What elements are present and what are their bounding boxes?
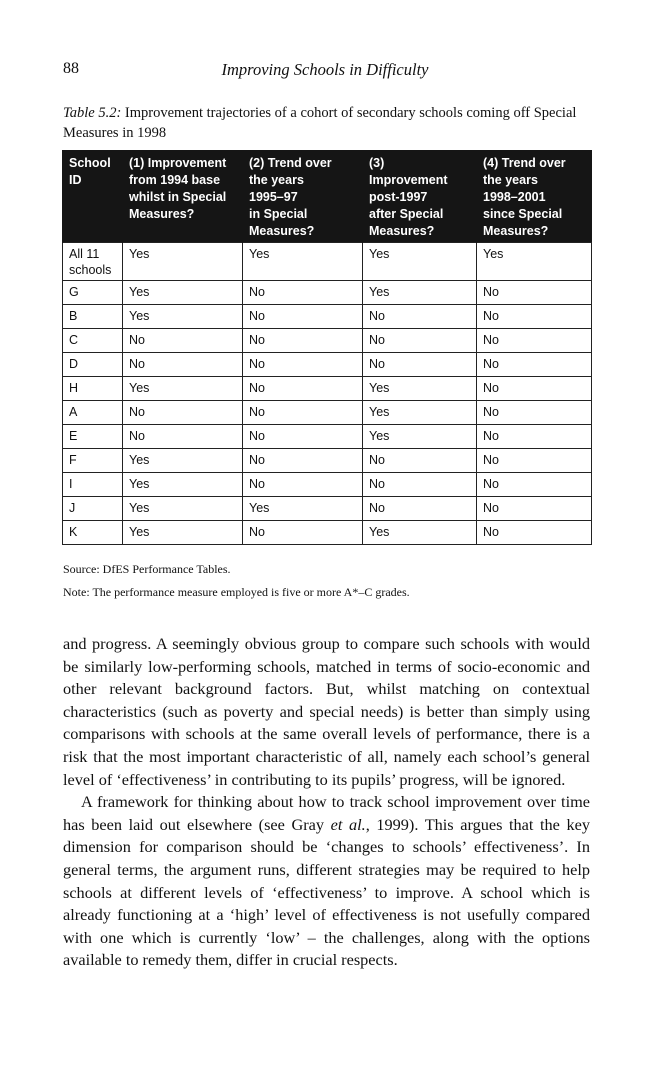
school-id-cell: All 11 schools [63,243,123,281]
school-id-cell: A [63,401,123,425]
table-cell: No [123,401,243,425]
table-cell: No [243,377,363,401]
running-title: Improving Schools in Difficulty [221,60,429,79]
paragraph-text: , 1999). This argues that the key dimension for comparison should be ‘changes to schools’ effectiveness’. In general terms, the argument runs, different strategies may be required to help schools at different levels of ‘effectiveness’ to improve. A school which is already functioning at a ‘high’ level of effectiveness is not usefully compared with one which is currently ‘low’ – the challenges, along with the options available to remedy them, differ in crucial respects. [63,814,590,970]
table-cell: Yes [123,377,243,401]
table-cell: No [243,473,363,497]
table-cell: No [477,473,592,497]
table-caption [63,103,593,143]
column-header-text: (2) Trend over the years 1995–97 in Special Measures? [249,156,332,238]
column-header [63,150,123,243]
school-id-cell: D [63,353,123,377]
table-cell: No [363,497,477,521]
column-header [123,150,243,243]
table-cell: No [243,353,363,377]
paragraph-text: A framework for thinking about how to track school improvement over time has been laid out elsewhere (see Gray [63,792,590,834]
table-cell: Yes [363,243,477,281]
body-text [63,633,590,972]
body-paragraph: and progress. A seemingly obvious group to compare such schools with would be similarly low-performing schools, matched in terms of socio-economic and other relevant background factors. But, whilst matching on contextual characteristics (such as poverty and special needs) is better than simply using comparisons with schools at the same overall levels of performance, there is a risk that the most important characteristic of all, namely each school’s general level of ‘effectiveness’ in contributing to its pupils’ progress, will be ignored. [63,634,590,789]
table-note: Note: The performance measure employed is five or more A*–C grades. [63,585,410,599]
table-cell: No [363,329,477,353]
school-id-cell: B [63,305,123,329]
table-cell: No [477,497,592,521]
school-id-cell: I [63,473,123,497]
column-header-text: School ID [69,156,111,187]
table-cell: No [243,305,363,329]
table-cell: Yes [363,425,477,449]
table-source: Source: DfES Performance Tables. [63,562,231,576]
table-cell: Yes [123,521,243,545]
table-cell: No [123,329,243,353]
table-row [63,401,592,425]
table-caption-text: Improvement trajectories of a cohort of secondary schools coming off Special Measures in 1998 [63,105,577,141]
table-row [63,449,592,473]
table-cell: No [243,449,363,473]
table-cell: Yes [363,401,477,425]
table-row [63,497,592,521]
body-paragraph [63,791,590,972]
table-row [63,281,592,305]
table-cell: Yes [243,243,363,281]
table-cell: Yes [477,243,592,281]
table-cell: No [477,329,592,353]
table-cell: Yes [243,497,363,521]
improvement-table [62,150,592,545]
table-cell: No [477,305,592,329]
school-id-cell: C [63,329,123,353]
page-number: 88 [63,60,79,77]
citation-etal: et al. [330,814,366,834]
school-id-cell: H [63,377,123,401]
table-cell: Yes [123,449,243,473]
school-id-cell: G [63,281,123,305]
table-row [63,329,592,353]
table-cell: No [363,449,477,473]
table-cell: No [363,473,477,497]
table-cell: No [243,425,363,449]
table-body [63,243,592,545]
table-cell: No [477,425,592,449]
table-cell: Yes [363,281,477,305]
table-cell: No [363,305,477,329]
table-row [63,425,592,449]
table-header-row [63,150,592,243]
table-cell: Yes [123,497,243,521]
table-cell: No [477,521,592,545]
column-header-text: (3) Improvement post-1997 after Special Measures? [369,156,448,238]
school-id-cell: E [63,425,123,449]
table-cell: No [243,329,363,353]
table-row [63,305,592,329]
column-header-text: (1) Improvement from 1994 base whilst in Special Measures? [129,156,227,221]
table-cell: Yes [123,305,243,329]
table-cell: No [363,353,477,377]
table-row [63,353,592,377]
table-cell: No [123,425,243,449]
school-id-cell: K [63,521,123,545]
table-cell: Yes [123,281,243,305]
column-header [363,150,477,243]
table-cell: Yes [123,243,243,281]
table-caption-label: Table 5.2: [63,105,122,121]
table-cell: No [477,353,592,377]
table-cell: Yes [363,377,477,401]
column-header-text: (4) Trend over the years 1998–2001 since Special Measures? [483,156,566,238]
school-id-cell: F [63,449,123,473]
table-row [63,521,592,545]
table-cell: No [477,281,592,305]
column-header [243,150,363,243]
table-cell: No [123,353,243,377]
school-id-cell: J [63,497,123,521]
table-cell: No [477,377,592,401]
table-row [63,243,592,281]
table-cell: No [243,401,363,425]
table-row [63,377,592,401]
column-header [477,150,592,243]
table-cell: No [243,281,363,305]
table-row [63,473,592,497]
table-cell: Yes [363,521,477,545]
table-cell: No [243,521,363,545]
table-cell: No [477,449,592,473]
table-cell: No [477,401,592,425]
table-cell: Yes [123,473,243,497]
